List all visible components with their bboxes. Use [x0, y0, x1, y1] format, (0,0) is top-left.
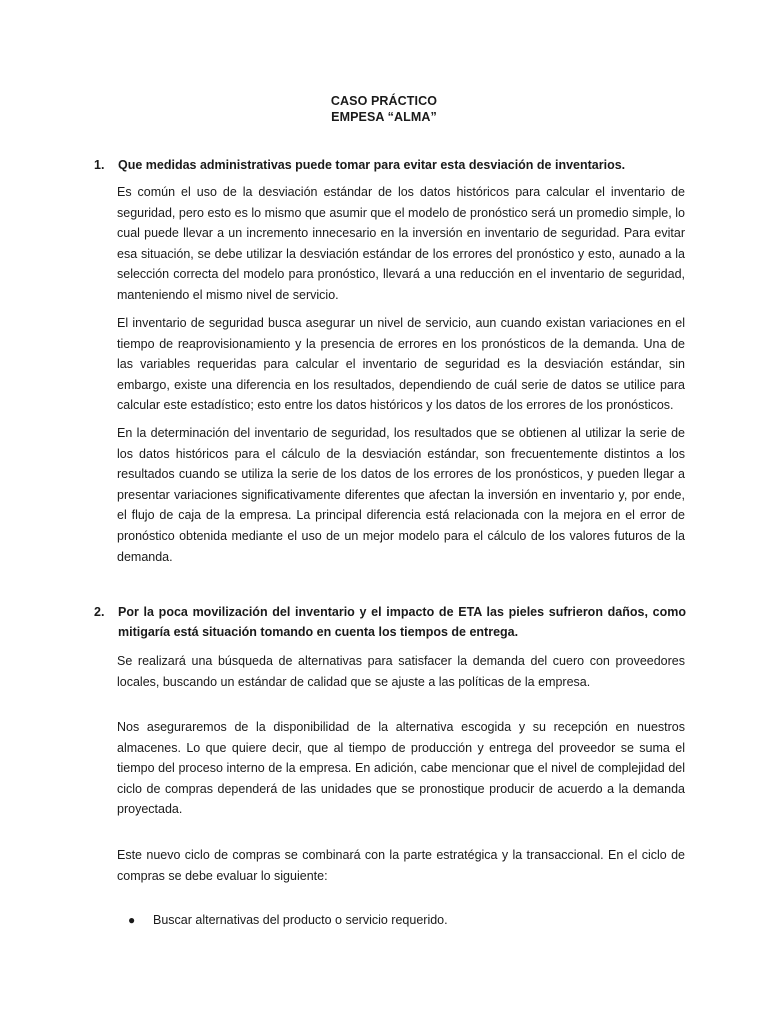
question-1 — [94, 155, 694, 175]
bullet-dot-icon: ● — [128, 913, 136, 927]
q2-paragraph-3: Este nuevo ciclo de compras se combinará con la parte estratégica y la transaccional. En el ciclo de compras se debe evaluar lo siguiente: — [117, 848, 685, 883]
q1-paragraph-1: Es común el uso de la desviación estándar de los datos históricos para calcular el inventario de seguridad, pero esto es lo mismo que asumir que el modelo de pronóstico será un promedio simple, lo cual puede llevar a un incremento innecesario en la inversión en inventario de seguridad. Para evitar esa situación, se debe utilizar la desviación estándar de los errores del pronóstico y esto, aunado a la selección correcta del modelo para pronóstico, llevará a una reducción en el inventario de seguridad, manteniendo el mismo nivel de servicio. — [117, 185, 685, 302]
q2-paragraph-2: Nos aseguraremos de la disponibilidad de la alternativa escogida y su recepción en nuestros almacenes. Lo que quiere decir, que al tiempo de producción y entrega del proveedor se suma el tiempo del proceso interno de la empresa. En adición, cabe mencionar que el nivel de complejidad del ciclo de compras dependerá de las unidades que se pronostique producir de acuerdo a la demanda proyectada. — [117, 720, 685, 817]
q2-paragraph-1: Se realizará una búsqueda de alternativas para satisfacer la demanda del cuero con proveedores locales, buscando un estándar de calidad que se ajuste a las políticas de la empresa. — [117, 654, 685, 689]
document-subtitle: EMPESA “ALMA” — [331, 110, 437, 124]
question-2-text: Por la poca movilización del inventario y el impacto de ETA las pieles sufrieron daños, como mitigaría está situación tomando en cuenta los tiempos de entrega. — [118, 605, 686, 639]
question-1-number: 1. — [94, 158, 105, 172]
question-1-text: Que medidas administrativas puede tomar para evitar esta desviación de inventarios. — [118, 158, 626, 172]
question-2-number: 2. — [94, 605, 105, 619]
q1-paragraph-2: El inventario de seguridad busca asegurar un nivel de servicio, aun cuando existan variaciones en el tiempo de reaprovisionamiento y la presencia de errores en los pronósticos de la demanda. Una de las variables requeridas para calcular el inventario de seguridad es la desviación estándar, sin embargo, existe una diferencia en los resultados, dependiendo de cuál serie de datos se utilice para calcular este estadístico; esto entre los datos históricos y los datos de los errores de los pronósticos. — [117, 316, 685, 413]
bullet-item: Buscar alternativas del producto o servicio requerido. — [153, 913, 448, 927]
question-2 — [94, 602, 686, 642]
q1-paragraph-3: En la determinación del inventario de seguridad, los resultados que se obtienen al utilizar la serie de los datos históricos para el cálculo de la desviación estándar, son frecuentemente distintos a los resultados cuando se utiliza la serie de los datos de los errores de los pronósticos, y pueden llegar a presentar variaciones significativamente diferentes que afectan la inversión en inventario y, por ende, el flujo de caja de la empresa. La principal diferencia está relacionada con la mejora en el error de pronóstico obtenida mediante el uso de un mejor modelo para el cálculo de los valores futuros de la demanda. — [117, 426, 685, 564]
document-title: CASO PRÁCTICO — [330, 94, 438, 108]
